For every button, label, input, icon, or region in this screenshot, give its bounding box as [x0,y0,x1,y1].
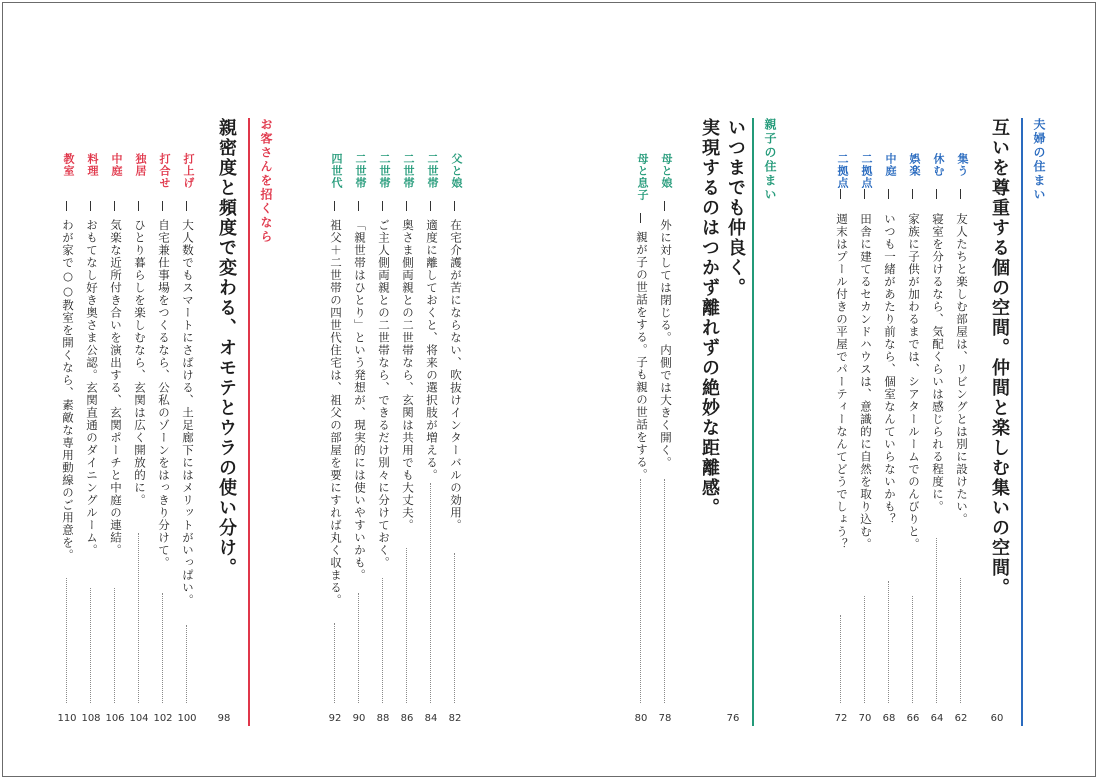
dot-leader [114,588,115,703]
entry-text: 外に対しては閉じる。内側では大きく開く。 [659,219,673,469]
dot-leader [430,483,431,703]
toc-entry[interactable] [632,153,650,728]
toc-entry[interactable] [130,153,148,728]
section-rule-family [752,118,754,726]
entry-text: 適度に離しておくと、将来の選択肢が増える。 [425,219,439,482]
page-number: 106 [105,713,125,724]
entry-tag: 中庭 [884,153,897,177]
dot-leader [90,588,91,703]
dash-separator [114,201,115,211]
toc-entry[interactable] [350,153,368,728]
entry-tag: 母と娘 [660,153,673,189]
section-heading: 互いを尊重する個の空間。仲間と楽しむ集いの空間。 [989,118,1010,598]
page-number: 90 [352,713,366,724]
page-number: 92 [328,713,342,724]
dash-separator [186,201,187,211]
page-number: 108 [81,713,101,724]
entry-tag: 父と娘 [450,153,463,189]
section-label-guests: お客さんを招くなら [259,118,273,244]
page-number: 86 [400,713,414,724]
dot-leader [334,623,335,703]
page-number: 98 [217,713,231,724]
page-number: 102 [153,713,173,724]
entry-text: 田舎に建てるセカンドハウスは、意識的に自然を取り込む。 [859,213,873,551]
toc-entry[interactable] [58,153,76,728]
dash-separator [334,201,335,211]
entry-tag: 教室 [62,153,75,177]
dot-leader [864,596,865,703]
dash-separator [358,201,359,211]
entry-text: 在宅介護が苦にならない、吹抜けインターバルの効用。 [449,219,463,532]
section-heading: 親密度と頻度で変わる、オモテとウラの使い分け。 [216,118,237,578]
dash-separator [888,189,889,199]
page-number: 64 [930,713,944,724]
toc-entry[interactable] [82,153,100,728]
page-number: 104 [129,713,149,724]
entry-text: ひとり暮らしを楽しむなら、玄関は広く開放的に。 [133,219,147,507]
dot-leader [186,625,187,703]
dash-separator [864,189,865,199]
page-number: 62 [954,713,968,724]
entry-tag: 料理 [86,153,99,177]
entry-tag: 集う [956,153,969,177]
entry-tag: 打合せ [158,153,171,189]
toc-entry[interactable] [952,153,970,728]
entry-tag: 二世帯 [354,153,367,189]
entry-text: 奥さま側両親との二世帯なら、玄関は共用でも大丈夫。 [401,219,415,532]
dot-leader [960,578,961,703]
page-number: 66 [906,713,920,724]
page-number: 78 [658,713,672,724]
dash-separator [382,201,383,211]
toc-entry[interactable] [178,153,196,728]
dot-leader [640,479,641,703]
toc-entry[interactable] [446,153,464,728]
page-number: 80 [634,713,648,724]
entry-tag: 娯楽 [908,153,921,177]
dot-leader [358,593,359,703]
toc-entry[interactable] [832,153,850,728]
page-number: 70 [858,713,872,724]
entry-tag: 二世帯 [402,153,415,189]
entry-text: ご主人側両親との二世帯なら、できるだけ別々に分けておく。 [377,219,391,569]
dash-separator [640,213,641,223]
dash-separator [90,201,91,211]
entry-text: 気楽な近所付き合いを演出する、玄関ポーチと中庭の連結。 [109,219,123,557]
toc-entry[interactable] [154,153,172,728]
entry-text: 「親世帯はひとり」という発想が、現実的には使いやすいかも。 [353,219,367,582]
entry-tag: 休む [932,153,945,177]
dash-separator [960,189,961,199]
entry-text: わが家で○○教室を開くなら、素敵な専用動線のご用意を。 [61,219,75,562]
toc-entry[interactable] [398,153,416,728]
page-number: 72 [834,713,848,724]
entry-text: 親が子の世話をする。子も親の世話をする。 [635,231,649,481]
dot-leader [138,533,139,703]
entry-text: 寝室を分けるなら、気配くらいは感じられる程度に。 [931,213,945,513]
entry-text: 自宅兼仕事場をつくるなら、公私のゾーンをはっきり分けて。 [157,219,171,569]
entry-tag: 二世帯 [426,153,439,189]
toc-entry[interactable] [422,153,440,728]
entry-text: 家族に子供が加わるまでは、シアタールームでのんびりと。 [907,213,921,551]
entry-text: 大人数でもスマートにさばける、土足廊下にはメリットがいっぱい。 [181,219,195,607]
page-number: 110 [57,713,77,724]
toc-entry[interactable] [326,153,344,728]
dash-separator [66,201,67,211]
toc-entry[interactable] [880,153,898,728]
dot-leader [840,615,841,703]
dot-leader [888,581,889,703]
dash-separator [936,189,937,199]
heading-page-entry [724,153,742,728]
page-number: 88 [376,713,390,724]
section-rule-couple [1021,118,1023,726]
toc-entry[interactable] [374,153,392,728]
dot-leader [66,578,67,703]
dot-leader [936,538,937,703]
entry-text: 週末はプール付きの平屋でパーティーなんてどうでしょう？ [835,213,849,551]
entry-text: 祖父＋二世帯の四世代住宅は、祖父の部屋を要にすれば丸く収まる。 [329,219,343,607]
page-number: 76 [726,713,740,724]
dot-leader [382,578,383,703]
page-number: 82 [448,713,462,724]
dash-separator [912,189,913,199]
dash-separator [454,201,455,211]
section-rule-guests [248,118,250,726]
dash-separator [840,189,841,199]
entry-text: いつも一緒があたり前なら、個室なんていらないかも？ [883,213,897,526]
dot-leader [162,593,163,703]
page-number: 60 [990,713,1004,724]
page-number: 68 [882,713,896,724]
page-number: 100 [177,713,197,724]
heading-page-entry [215,153,233,728]
dot-leader [454,553,455,703]
dash-separator [162,201,163,211]
dash-separator [664,201,665,211]
section-heading: いつまでも仲良く。 [725,118,746,298]
entry-tag: 独居 [134,153,147,177]
section-label-couple: 夫婦の住まい [1032,118,1046,202]
dash-separator [406,201,407,211]
dash-separator [138,201,139,211]
entry-tag: 打上げ [182,153,195,189]
entry-tag: 中庭 [110,153,123,177]
toc-entry[interactable] [904,153,922,728]
entry-tag: 四世代 [330,153,343,189]
section-label-family: 親子の住まい [763,118,777,202]
entry-tag: 母と息子 [636,153,649,201]
entry-tag: 二世帯 [378,153,391,189]
entry-text: 友人たちと楽しむ部屋は、リビングとは別に設けたい。 [955,213,969,526]
dot-leader [912,596,913,703]
toc-entry[interactable] [856,153,874,728]
section-heading: 実現するのはつかず離れずの絶妙な距離感。 [699,118,720,518]
entry-text: おもてなし好き奥さま公認。玄関直通のダイニングルーム。 [85,219,99,557]
dot-leader [664,479,665,703]
page-number: 84 [424,713,438,724]
dash-separator [430,201,431,211]
entry-tag: 二拠点 [836,153,849,189]
dot-leader [406,548,407,703]
toc-entry[interactable] [928,153,946,728]
entry-tag: 二拠点 [860,153,873,189]
toc-entry[interactable] [656,153,674,728]
heading-page-entry [988,153,1006,728]
toc-entry[interactable] [106,153,124,728]
